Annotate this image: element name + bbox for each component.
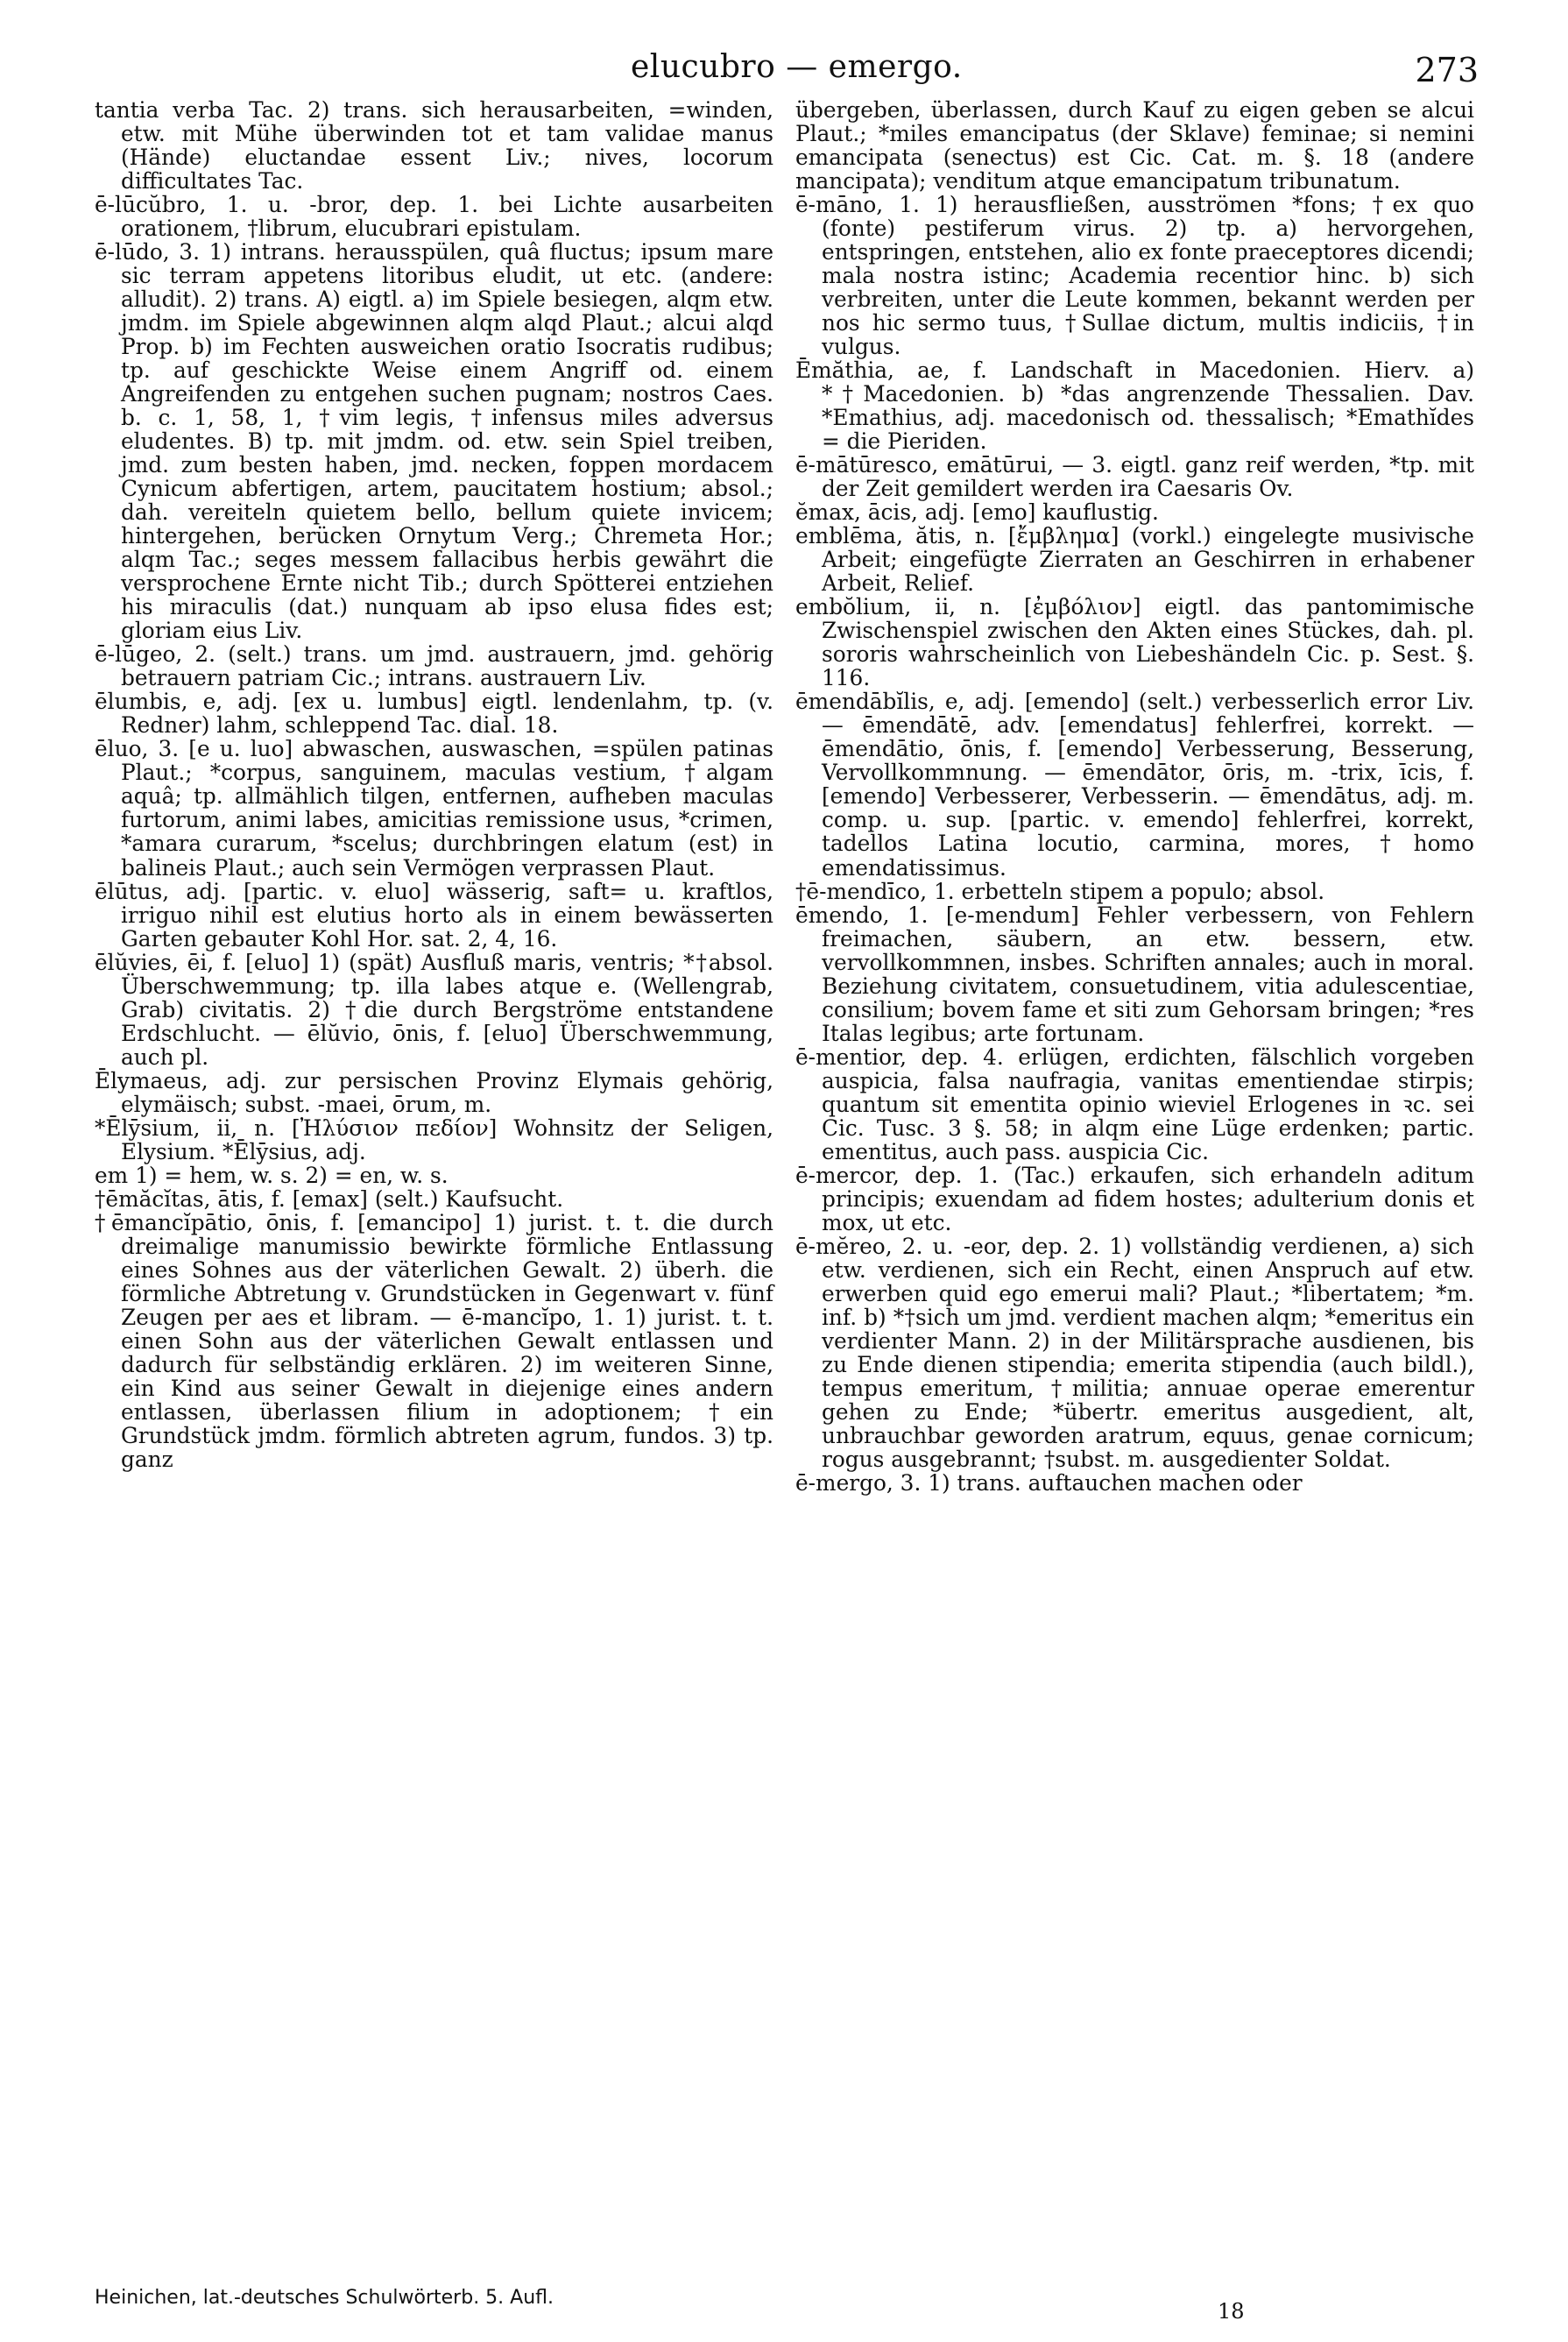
dictionary-entry: ēlumbis, e, adj. [ex u. lumbus] eigtl. lendenlahm, tp. (v. Redner) lahm, schleppend Tac. dial. 18. xyxy=(95,689,773,739)
dictionary-entry: ē-mĕreo, 2. u. -eor, dep. 2. 1) vollständig verdienen, a) sich etw. verdienen, sich ein Recht, einen Anspruch auf etw. erwerben quid ego emerui mali? Plaut.; *libertatem; *m. inf. b) *†sich um jmd. verdient machen alqm; *emeritus ein verdienter Mann. 2) in der Militärsprache ausdienen, bis zu Ende dienen stipendia; emerita stipendia (auch bildl.), tempus emeritum, †militia; annuae operae emerentur gehen zu Ende; *übertr. emeritus ausgedient, alt, unbrauchbar geworden aratrum, equus, genae cornicum; rogus ausgebrannt; †subst. m. ausgedienter Soldat. xyxy=(795,1233,1474,1472)
dictionary-entry: ēmendo, 1. [e-mendum] Fehler verbessern, von Fehlern freimachen, säubern, an etw. bessern, etw. vervollkommnen, insbes. Schriften annales; auch in moral. Beziehung civitatem, consuetudinem, vitia adulescentiae, consilium; bovem fame et siti zum Gehorsam bringen; *res Italas legibus; arte fortunam. xyxy=(795,902,1474,1046)
dictionary-entry: ē-mātūresco, emātūrui, — 3. eigtl. ganz reif werden, *tp. mit der Zeit gemildert werden ira Caesaris Ov. xyxy=(795,452,1474,502)
footer-imprint: Heinichen, lat.-deutsches Schulwörterb. 5. Aufl. xyxy=(95,2287,554,2309)
dictionary-entry: ē-lūcŭbro, 1. u. -bror, dep. 1. bei Lichte ausarbeiten orationem, †librum, elucubrari epistulam. xyxy=(95,192,773,242)
dictionary-entry: ēluo, 3. [e u. luo] abwaschen, auswaschen, =spülen patinas Plaut.; *corpus, sanguinem, maculas vestium, †algam aquâ; tp. allmählich tilgen, entfernen, aufheben maculas furtorum, animi labes, amicitias remissione usus, *crimen, *amara curarum, *scelus; durchbringen elatum (est) in balineis Plaut.; auch sein Vermögen verprassen Plaut. xyxy=(95,736,773,881)
dictionary-entry: ĕmax, ācis, adj. [emo] kauflustig. xyxy=(795,499,1159,526)
printer-signature: 18 xyxy=(1218,2299,1245,2324)
dictionary-entry: emblēma, ătis, n. [ἔμβλημα] (vorkl.) eingelegte musivische Arbeit; eingefügte Zierraten an Geschirren in erhabener Arbeit, Relief. xyxy=(795,523,1474,597)
dictionary-entry: embŏlium, ii, n. [ἐμβόλιον] eigtl. das pantomimische Zwischenspiel zwischen den Akten eines Stückes, dah. pl. sororis wahrscheinlich von Liebeshändeln Cic. p. Sest. §. 116. xyxy=(795,594,1474,691)
dictionary-entry: ē-lūgeo, 2. (selt.) trans. um jmd. austrauern, jmd. gehörig betrauern patriam Cic.; intrans. austrauern Liv. xyxy=(95,641,773,691)
right-column xyxy=(795,98,1474,1495)
dictionary-entry: †ēmancĭpātio, ōnis, f. [emancipo] 1) jurist. t. t. die durch dreimalige manumissio bewirkte förmliche Entlassung eines Sohnes aus der väterlichen Gewalt. 2) überh. die förmliche Abtretung v. Grundstücken in Gegenwart v. fünf Zeugen per aes et libram. — ē-mancĭpo, 1. 1) jurist. t. t. einen Sohn aus der väterlichen Gewalt entlassen und dadurch für selbständig erklären. 2) im weiteren Sinne, ein Kind aus seiner Gewalt in diejenige eines andern entlassen, überlassen filium in adoptionem; †ein Grundstück jmdm. förmlich abtreten agrum, fundos. 3) tp. ganz xyxy=(95,1209,773,1472)
dictionary-entry: ēmendābĭlis, e, adj. [emendo] (selt.) verbesserlich error Liv. — ēmendātē, adv. [emendatus] fehlerfrei, korrekt. — ēmendātio, ōnis, f. [emendo] Verbesserung, Besserung, Vervollkommnung. — ēmendātor, ōris, m. -trix, īcis, f. [emendo] Verbesserer, Verbesserin. — ēmendātus, adj. m. comp. u. sup. [partic. v. emendo] fehlerfrei, korrekt, tadellos Latina locutio, carmina, mores, †homo emendatissimus. xyxy=(795,689,1474,881)
left-column xyxy=(95,98,773,1471)
dictionary-entry: ē-mentior, dep. 4. erlügen, erdichten, fälschlich vorgeben auspicia, falsa naufragia, vanitas ementiendae stirpis; quantum sit ementita opinio wieviel Erlogenes in ꝛc. sei Cic. Tusc. 3 §. 58; in alqm eine Lüge erdenken; partic. ementitus, auch pass. auspicia Cic. xyxy=(795,1044,1474,1164)
dictionary-entry: Ēlymaeus, adj. zur persischen Provinz Elymais gehörig, elymäisch; subst. -maei, ōrum, m. xyxy=(95,1067,773,1117)
dictionary-entry: ēlūtus, adj. [partic. v. eluo] wässerig, saft= u. kraftlos, irriguo nihil est elutius horto als in einem bewässerten Garten gebauter Kohl Hor. sat. 2, 4, 16. xyxy=(95,878,773,952)
entry-continuation: übergeben, überlassen, durch Kauf zu eigen geben se alcui Plaut.; *miles emancipatus (der Sklave) feminae; si nemini emancipata (senectus) est Cic. Cat. m. §. 18 (andere mancipata); venditum atque emancipatum tribunatum. xyxy=(795,97,1474,195)
dictionary-entry: †ēmăcĭtas, ātis, f. [emax] (selt.) Kaufsucht. xyxy=(95,1185,564,1212)
dictionary-entry: *Ēlȳsium, ii, n. [Ἠλύσιον πεδίον] Wohnsitz der Seligen, Elysium. *Ēlȳsius, adj. xyxy=(95,1114,773,1164)
dictionary-entry: ē-mercor, dep. 1. (Tac.) erkaufen, sich erhandeln aditum principis; exuendam ad fidem hostes; adulterium donis et mox, ut etc. xyxy=(795,1162,1474,1235)
dictionary-entry: †ē-mendīco, 1. erbetteln stipem a populo; absol. xyxy=(795,878,1325,904)
dictionary-entry: em 1) = hem, w. s. 2) = en, w. s. xyxy=(95,1162,449,1188)
dictionary-entry: ē-lūdo, 3. 1) intrans. herausspülen, quâ fluctus; ipsum mare sic terram appetens litoribus eludit, ut etc. (andere: alludit). 2) trans. A) eigtl. a) im Spiele besiegen, alqm etw. jmdm. im Spiele abgewinnen alqm alqd Plaut.; alcui alqd Prop. b) im Fechten ausweichen oratio Isocratis rudibus; tp. auf geschickte Weise einem Angriff od. einem Angreifenden zu entgehen suchen pugnam; nostros Caes. b. c. 1, 58, 1, †vim legis, †infensus miles adversus eludentes. B) tp. mit jmdm. od. etw. sein Spiel treiben, jmd. zum besten haben, jmd. necken, foppen mordacem Cynicum abfertigen, artem, paucitatem hostium; absol.; dah. vereiteln quietem bello, bellum quiete invicem; hintergehen, berücken Ornytum Verg.; Chremeta Hor.; alqm Tac.; seges messem fallacibus herbis gewährt die versprochene Ernte nicht Tib.; durch Spötterei entziehen his miraculis (dat.) nunquam ab ipso elusa fides est; gloriam eius Liv. xyxy=(95,239,773,644)
dictionary-entry: tantia verba Tac. 2) trans. sich herausarbeiten, =winden, etw. mit Mühe überwinden tot et tam validae manus (Hände) eluctandae essent Liv.; nives, locorum difficultates Tac. xyxy=(95,97,773,195)
dictionary-entry: Ēmăthia, ae, f. Landschaft in Macedonien. Hierv. a) *†Macedonien. b) *das angrenzende Thessalien. Dav. *Emathius, adj. macedonisch od. thessalisch; *Emathĭdes = die Pieriden. xyxy=(795,357,1474,455)
dictionary-entry: ēlŭvies, ēi, f. [eluo] 1) (spät) Ausfluß maris, ventris; *†absol. Überschwemmung; tp. illa labes atque e. (Wellengrab, Grab) civitatis. 2) †die durch Bergströme entstandene Erdschlucht. — ēlŭvio, ōnis, f. [eluo] Überschwemmung, auch pl. xyxy=(95,949,773,1070)
dictionary-entry: ē-māno, 1. 1) herausfließen, ausströmen *fons; †ex quo (fonte) pestiferum virus. 2) tp. a) hervorgehen, entspringen, entstehen, alio ex fonte praeceptores dicendi; mala nostra istinc; Academia recentior hinc. b) sich verbreiten, unter die Leute kommen, bekannt werden per nos hic sermo tuus, †Sullae dictum, multis indiciis, †in vulgus. xyxy=(795,192,1474,360)
running-head: elucubro — emergo. xyxy=(631,49,963,85)
dictionary-entry: ē-mergo, 3. 1) trans. auftauchen machen oder xyxy=(795,1469,1303,1496)
page-number: 273 xyxy=(1415,51,1479,89)
